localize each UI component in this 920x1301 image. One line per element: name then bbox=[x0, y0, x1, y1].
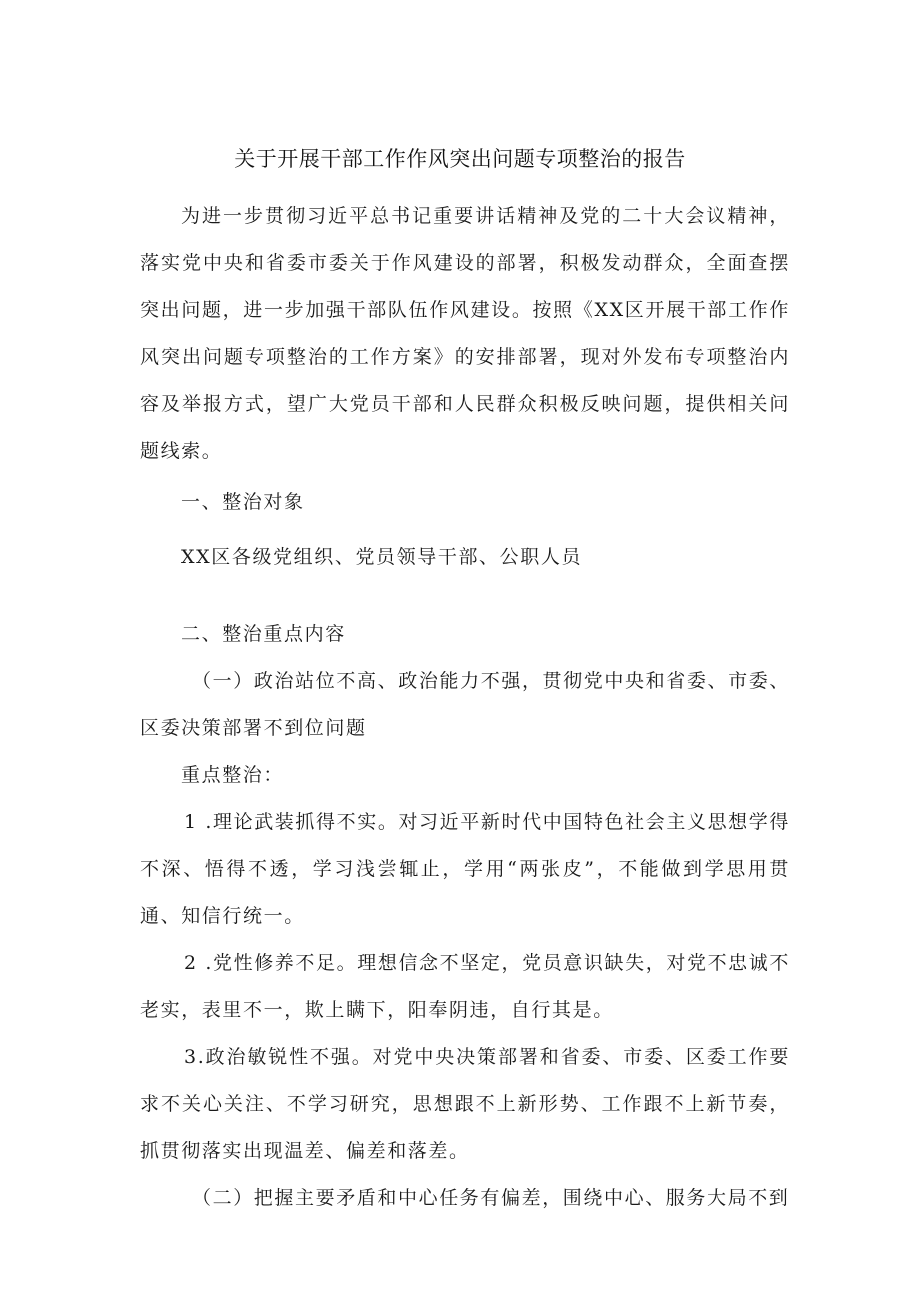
document-body bbox=[140, 193, 790, 1222]
intro-paragraph: 为进一步贯彻习近平总书记重要讲话精神及党的二十大会议精神，落实党中央和省委市委关于作风建设的部署，积极发动群众，全面查摆突出问题，进一步加强干部队伍作风建设。按照《XX区开展干部工作作风突出问题专项整治的工作方案》的安排部署，现对外发布专项整治内容及举报方式，望广大党员干部和人民群众积极反映问题，提供相关问题线索。 bbox=[140, 205, 790, 462]
section-content-targets: XX区各级党组织、党员领导干部、公职人员 bbox=[181, 546, 583, 568]
subsection-2: （二）把握主要矛盾和中心任务有偏差，围绕中心、服务大局不到 bbox=[192, 1187, 790, 1209]
list-item: 2 .党性修养不足。理想信念不坚定，党员意识缺失，对党不忠诚不老实，表里不一，欺上瞒下，阳奉阴违，自行其是。 bbox=[140, 952, 790, 1021]
subsection-1: （一）政治站位不高、政治能力不强，贯彻党中央和省委、市委、区委决策部署不到位问题 bbox=[140, 670, 790, 739]
list-item: 1 .理论武装抓得不实。对习近平新时代中国特色社会主义思想学得不深、悟得不透，学习浅尝辄止，学用“两张皮”，不能做到学思用贯通、知信行统一。 bbox=[140, 811, 790, 927]
list-item: 3.政治敏锐性不强。对党中央决策部署和省委、市委、区委工作要求不关心关注、不学习研究，思想跟不上新形势、工作跟不上新节奏，抓贯彻落实出现温差、偏差和落差。 bbox=[140, 1046, 790, 1162]
section-heading-focus: 二、整治重点内容 bbox=[181, 623, 346, 645]
focus-label: 重点整治： bbox=[181, 764, 285, 786]
document-title: 关于开展干部工作作风突出问题专项整治的报告 bbox=[234, 147, 686, 171]
section-heading-targets: 一、整治对象 bbox=[181, 491, 305, 513]
